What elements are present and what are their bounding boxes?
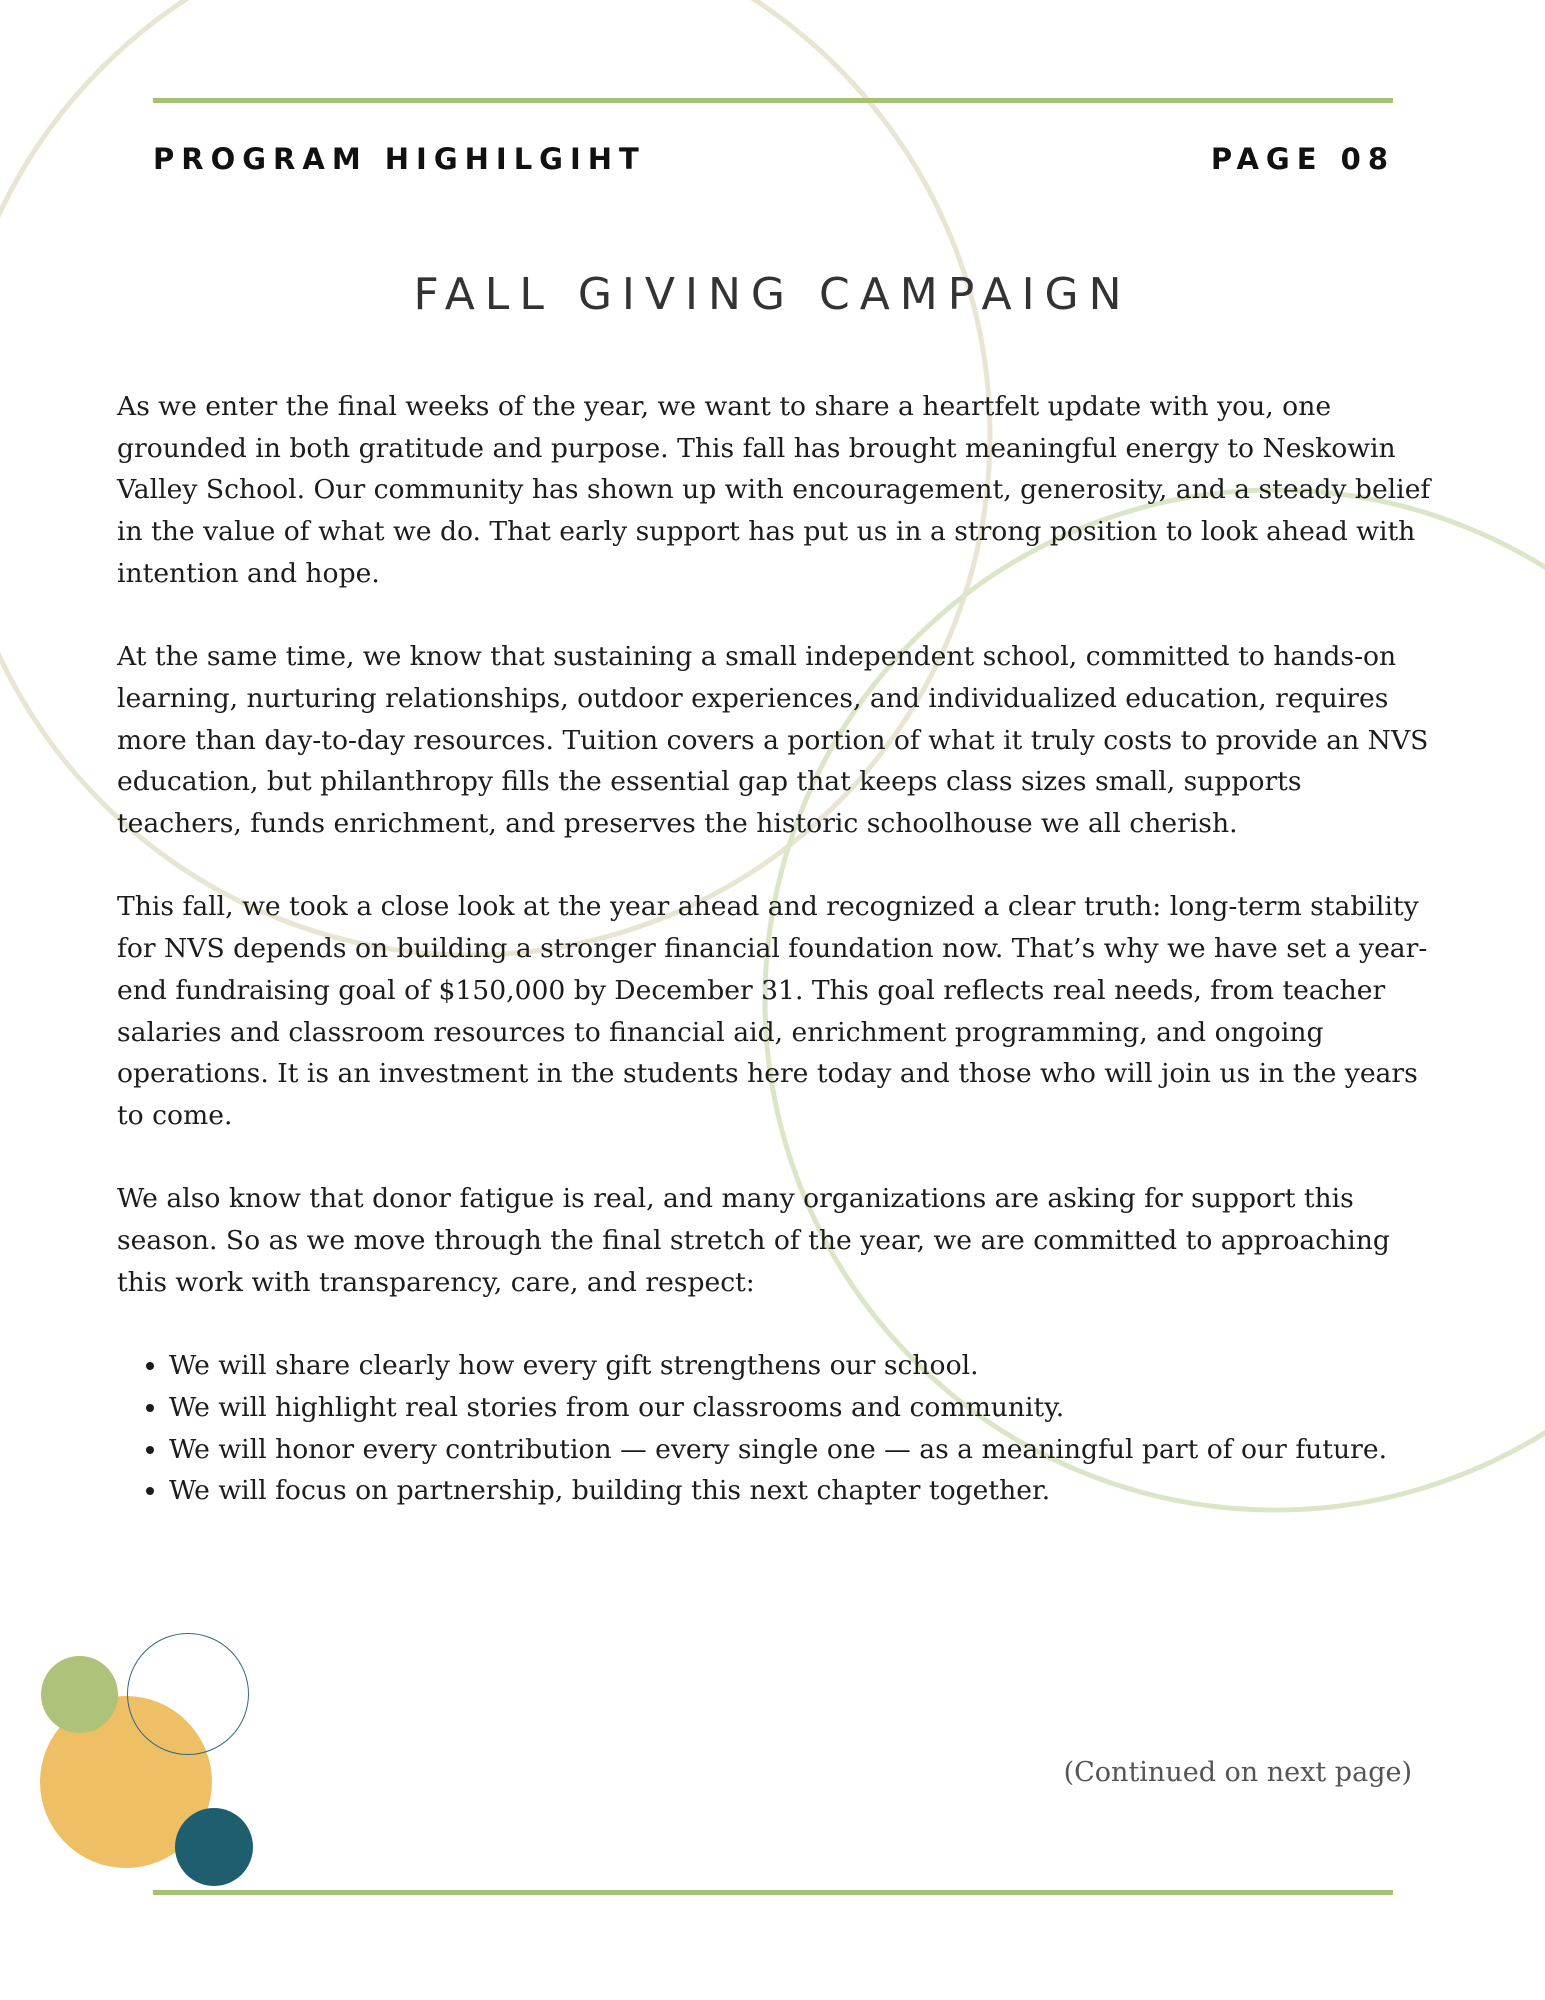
commitments-list	[117, 1345, 1432, 1512]
decorative-teal-circle	[175, 1808, 253, 1886]
page-number: PAGE 08	[1210, 142, 1395, 176]
decorative-outline-circle	[127, 1633, 249, 1755]
page-title: FALL GIVING CAMPAIGN	[413, 269, 1132, 321]
top-divider	[153, 98, 1393, 103]
bottom-divider	[153, 1890, 1393, 1895]
list-item: • We will share clearly how every gift strengthens our school.	[169, 1345, 1432, 1387]
section-label: PROGRAM HIGHILGIHT	[153, 142, 646, 176]
paragraph: At the same time, we know that sustaining a small independent school, committed to hands-on learning, nurturing relationships, outdoor experiences, and individualized education, requires more than day-to-day resources. Tuition covers a portion of what it truly costs to provide an NVS education, but philanthropy fills the essential gap that keeps class sizes small, supports teachers, funds enrichment, and preserves the historic schoolhouse we all cherish.	[117, 641, 1429, 840]
continued-note: (Continued on next page)	[1063, 1757, 1412, 1788]
paragraph: We also know that donor fatigue is real, and many organizations are asking for support this season. So as we move through the final stretch of the year, we are committed to approaching this work with transparency, care, and respect:	[117, 1183, 1390, 1298]
list-item: • We will honor every contribution — every single one — as a meaningful part of our future.	[169, 1429, 1432, 1471]
paragraph: This fall, we took a close look at the year ahead and recognized a clear truth: long-term stability for NVS depends on building a stronger financial foundation now. That’s why we have set a year-end fundraising goal of $150,000 by December 31. This goal reflects real needs, from teacher salaries and classroom resources to financial aid, enrichment programming, and ongoing operations. It is an investment in the students here today and those who will join us in the years to come.	[117, 891, 1428, 1131]
article-body	[117, 386, 1432, 1512]
paragraph: As we enter the final weeks of the year, we want to share a heartfelt update with you, one grounded in both gratitude and purpose. This fall has brought meaningful energy to Neskowin Valley School. Our community has shown up with encouragement, generosity, and a steady belief in the value of what we do. That early support has put us in a strong position to look ahead with intention and hope.	[117, 391, 1431, 589]
list-item: • We will focus on partnership, building this next chapter together.	[169, 1470, 1432, 1512]
decorative-green-circle	[41, 1656, 118, 1733]
list-item: • We will highlight real stories from our classrooms and community.	[169, 1387, 1432, 1429]
